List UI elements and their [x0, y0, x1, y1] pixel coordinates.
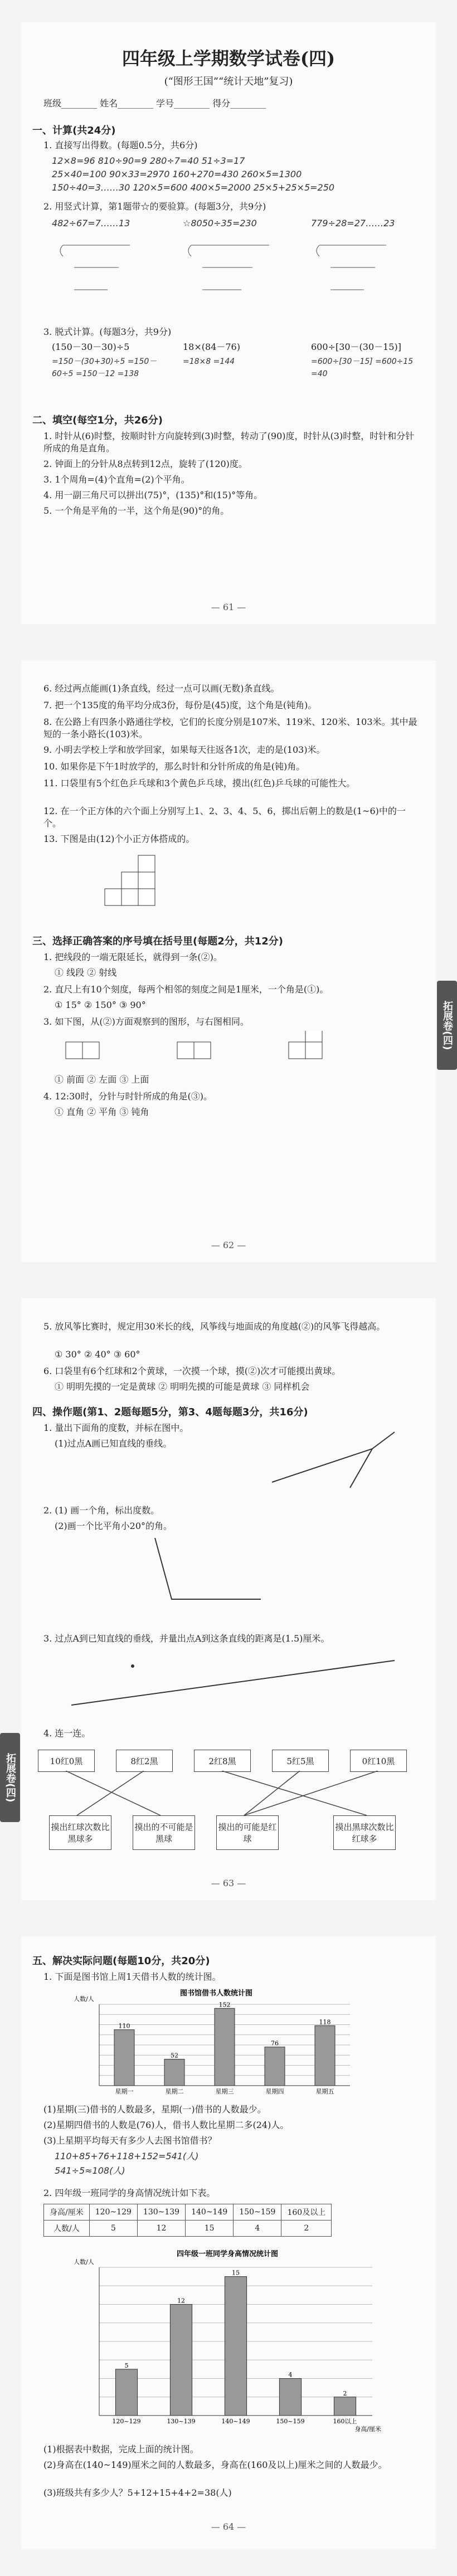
bar [114, 2030, 134, 2086]
q2-item: 779÷28=27……23 [311, 218, 395, 228]
q3-working: =18×8 =144 [183, 357, 235, 366]
connecting-lines [21, 1771, 436, 1815]
angle-figure [261, 1426, 406, 1493]
fill-question: 6. 经过两点能画(1)条直线，经过一点可以画(无数)条直线。 [43, 683, 280, 694]
fill-question: 1. 时针从(6)时整，按顺时针方向旋转到(3)时整，转动了(90)度，时针从(3)时整，时针和分针所成的角是直角。 [43, 431, 415, 454]
table-header: 150~159 [234, 2204, 281, 2220]
exam-page-1 [21, 22, 436, 624]
q1-row: 12×8=96 810÷90=9 280÷7=40 51÷3=17 [52, 155, 245, 166]
x-tick-label: 星期二 [165, 2088, 184, 2095]
box-top: 10红0黑 [38, 1750, 95, 1772]
choice-options: ① 30° ② 40° ③ 60° [55, 1349, 140, 1360]
table-cell: 人数/人 [44, 2220, 90, 2237]
cube-stack-figure [99, 850, 194, 917]
table-header: 身高/厘米 [44, 2204, 90, 2220]
line-figure [66, 1655, 400, 1716]
q3-prompt: 3. 脱式计算。(每题3分，共9分) [43, 327, 172, 337]
box-bottom: 摸出的可能是红球 [216, 1815, 279, 1850]
bar-value-label: 15 [232, 2269, 240, 2277]
q3-working: =600÷[30－15] =600÷15 =40 [311, 357, 414, 378]
op-question: 1. 量出下面角的度数，并标在图中。 [43, 1423, 189, 1433]
drawn-angle [133, 1532, 272, 1616]
box-top: 2红8黑 [194, 1750, 251, 1772]
table-cell: 12 [137, 2220, 185, 2237]
fill-question: 2. 钟面上的分针从8点转到12点，旋转了(120)度。 [43, 459, 247, 469]
bar-value-label: 4 [288, 2371, 293, 2379]
bar [170, 2305, 192, 2416]
box-top: 0红10黑 [350, 1750, 407, 1772]
section-5-title: 五、解决实际问题(每题10分，共20分) [32, 1955, 210, 1967]
choice-options: ① 前面 ② 左面 ③ 上面 [55, 1074, 149, 1085]
section-tab: 拓展卷(四) [0, 1733, 20, 1822]
x-tick-label: 150~159 [276, 2418, 305, 2425]
table-header: 130~139 [137, 2204, 185, 2220]
student-info-line: 班级________ 姓名________ 学号________ 得分________ [43, 98, 266, 109]
bar-value-label: 110 [118, 2022, 130, 2030]
op-question: 2. (1) 画一个角，标出度数。 [43, 1505, 160, 1516]
q3-item: 18×(84－76) [183, 342, 240, 352]
height-histogram [71, 2248, 383, 2432]
choice-question: 3. 如下图，从(②)方面观察到的图形，与右图相同。 [43, 1016, 249, 1027]
section-3-title: 三、选择正确答案的序号填在括号里(每题2分，共12分) [32, 936, 284, 947]
choice-question: 6. 口袋里有6个红球和2个黄球，一次摸一个球，摸(②)次才可能摸出黄球。 [43, 1366, 341, 1376]
bar-value-label: 76 [271, 2039, 279, 2047]
x-tick-label: 星期一 [115, 2088, 134, 2095]
exam-page-3 [21, 1298, 436, 1900]
sub-question: (1)根据表中数据，完成上面的统计图。 [43, 2444, 199, 2455]
bar [115, 2369, 137, 2416]
fill-question: 12. 在一个正方体的六个面上分别写上1、2、3、4、5、6，掷出后朝上的数是(1~6)中的一个。 [43, 806, 406, 829]
bar [215, 2008, 235, 2086]
op-question: (1)过点A画已知直线的垂线。 [55, 1438, 172, 1449]
x-tick-label: 120~129 [112, 2418, 141, 2425]
choice-options: ① 直角 ② 平角 ③ 钝角 [55, 1107, 149, 1117]
table-header: 140~149 [186, 2204, 234, 2220]
x-tick-label: 140~149 [221, 2418, 250, 2425]
chart-title: 图书馆借书人数统计图 [179, 1989, 253, 1998]
table-cell: 2 [281, 2220, 332, 2237]
handwritten-answer: 110+85+76+118+152=541(人) [55, 2151, 199, 2161]
sub-question: (3)上星期平均每天有多少人去图书馆借书？ [43, 2135, 217, 2146]
height-table [43, 2204, 332, 2237]
bar [279, 2379, 301, 2416]
choice-question: 1. 把线段的一端无限延长，就得到一条(②)。 [43, 952, 222, 962]
handwritten-answer: 541÷5≈108(人) [55, 2165, 125, 2176]
q3-item: (150－30－30)÷5 [52, 342, 130, 352]
q2-prompt: 2. 用竖式计算，第1题带☆的要验算。(每题3分，共9分) [43, 201, 266, 212]
q2-item: 482÷67=7……13 [52, 218, 130, 228]
long-division-work [52, 234, 414, 318]
choice-options: ① 15° ② 150° ③ 90° [55, 1000, 146, 1010]
box-bottom: 摸出红球次数比黑球多 [49, 1815, 111, 1850]
fill-question: 8. 在公路上有四条小路通往学校，它们的长度分别是107米、119米、120米、103米。其中最短的一条小路长(103)米。 [43, 717, 417, 739]
exam-page-4 [21, 1936, 436, 2549]
chart-title: 四年级一班同学身高情况统计图 [176, 2250, 279, 2258]
table-header: 120~129 [89, 2204, 137, 2220]
q1-row: 150÷40=3……30 120×5=600 400×5=2000 25×5+25×5=250 [52, 182, 335, 193]
page-number: — 61 — [211, 602, 246, 612]
exam-title: 四年级上学期数学试卷(四) [121, 48, 336, 69]
page-number: — 63 — [211, 1878, 246, 1888]
choice-question: 2. 直尺上有10个刻度，每两个相邻的刻度之间是1厘米，一个角是(①)。 [43, 984, 329, 995]
section-4-title: 四、操作题(第1、2题每题5分，第3、4题每题3分，共16分) [32, 1406, 308, 1418]
page-number: — 64 — [211, 2521, 246, 2532]
box-bottom: 摸出黑球次数比红球多 [333, 1815, 396, 1850]
bar-value-label: 52 [171, 2052, 178, 2059]
x-tick-label: 130~139 [167, 2418, 196, 2425]
exam-page-2 [21, 660, 436, 1262]
library-bar-chart [71, 1988, 361, 2099]
page-number: — 62 — [211, 1240, 246, 1250]
q3-item: 600÷[30－(30－15)] [311, 342, 401, 352]
table-cell: 5 [89, 2220, 137, 2237]
section-2-title: 二、填空(每空1分，共26分) [32, 415, 163, 426]
bar-value-label: 2 [343, 2389, 347, 2397]
box-top: 8红2黑 [116, 1750, 173, 1772]
y-axis-label: 人数/人 [74, 2258, 94, 2266]
fill-question: 4. 用一副三角尺可以拼出(75)°，(135)°和(15)°等角。 [43, 490, 263, 500]
table-cell: 4 [234, 2220, 281, 2237]
q2-item: ☆8050÷35=230 [183, 218, 257, 228]
sub-question: (3)班级共有多少人？5+12+15+4+2=38(人) [43, 2487, 232, 2498]
choice-question: 4. 12:30时，分针与时针所成的角是(③)。 [43, 1091, 212, 1102]
box-top: 5红5黑 [272, 1750, 329, 1772]
bar [225, 2277, 246, 2416]
x-tick-label: 160以上 [333, 2418, 357, 2425]
fill-question: 11. 口袋里有5个红色乒乓球和3个黄色乒乓球，摸出(红色)乒乓球的可能性大。 [43, 778, 356, 788]
choice-options: ① 明明先摸的一定是黄球 ② 明明先摸的可能是黄球 ③ 同样机会 [55, 1381, 310, 1392]
fill-question: 10. 如果你是下午1时放学的，那么时针和分针所成的角是(钝)角。 [43, 761, 305, 772]
view-figures [55, 1031, 389, 1070]
word-problem: 2. 四年级一班同学的身高情况统计如下表。 [43, 2188, 216, 2198]
q3-working: =150－(30+30)÷5 =150－60÷5 =150－12 =138 [52, 357, 157, 378]
op-question: 3. 过点A到已知直线的垂线，并量出点A到这条直线的距离是(1.5)厘米。 [43, 1633, 330, 1644]
sub-question: (2)身高在(140~149)厘米之间的人数最多，身高在(160及以上)厘米之间的人数最少。 [43, 2460, 387, 2470]
bar [265, 2047, 285, 2086]
q1-prompt: 1. 直接写出得数。(每题0.5分，共6分) [43, 140, 198, 150]
fill-question: 3. 1个周角=(4)个直角=(2)个平角。 [43, 474, 190, 485]
bar [334, 2397, 356, 2416]
word-problem: 1. 下面是图书馆上周1天借书人数的统计图。 [43, 1971, 221, 1982]
choice-options: ① 线段 ② 射线 [55, 967, 117, 978]
sub-question: (2)星期四借书的人数是(76)人，借书人数比星期二多(24)人。 [43, 2120, 289, 2130]
bar-value-label: 152 [218, 2001, 231, 2009]
bar-value-label: 5 [124, 2361, 129, 2369]
x-axis-label: 身高/厘米 [354, 2426, 381, 2432]
bar [164, 2059, 184, 2086]
x-tick-label: 星期四 [265, 2088, 284, 2095]
x-tick-label: 星期五 [315, 2088, 334, 2095]
op-question: (2)画一个比平角小20°的角。 [55, 1521, 173, 1531]
fill-question: 9. 小明去学校上学和放学回家，如果每天往返各1次，走的是(103)米。 [43, 744, 325, 755]
op-question: 4. 连一连。 [43, 1728, 91, 1739]
exam-subtitle: (“图形王国”“统计天地”复习) [164, 76, 293, 87]
fill-question: 7. 把一个135度的角平均分成3份，每份是(45)度，这个角是(钝角)。 [43, 700, 317, 710]
table-cell: 15 [186, 2220, 234, 2237]
choice-question: 5. 放风筝比赛时，规定用30米长的线，风筝线与地面成的角度越(②)的风筝飞得越高。 [43, 1321, 386, 1332]
section-1-title: 一、计算(共24分) [32, 125, 116, 137]
bar [315, 2025, 335, 2086]
y-axis-label: 人数/人 [74, 1995, 94, 2003]
table-header: 160及以上 [281, 2204, 332, 2220]
section-tab: 拓展卷(四) [437, 981, 457, 1070]
bar-value-label: 118 [319, 2018, 331, 2026]
q1-row: 25×40=100 90×33=2970 160+270=430 260×5=1300 [52, 169, 302, 179]
sub-question: (1)星期(三)借书的人数最多，星期(一)借书的人数最少。 [43, 2104, 266, 2115]
fill-question: 13. 下图是由(12)个小正方体搭成的。 [43, 834, 195, 844]
box-bottom: 摸出的不可能是黑球 [133, 1815, 195, 1850]
fill-question: 5. 一个角是平角的一半，这个角是(90)°的角。 [43, 505, 230, 516]
x-tick-label: 星期三 [215, 2088, 234, 2095]
bar-value-label: 12 [177, 2297, 185, 2305]
